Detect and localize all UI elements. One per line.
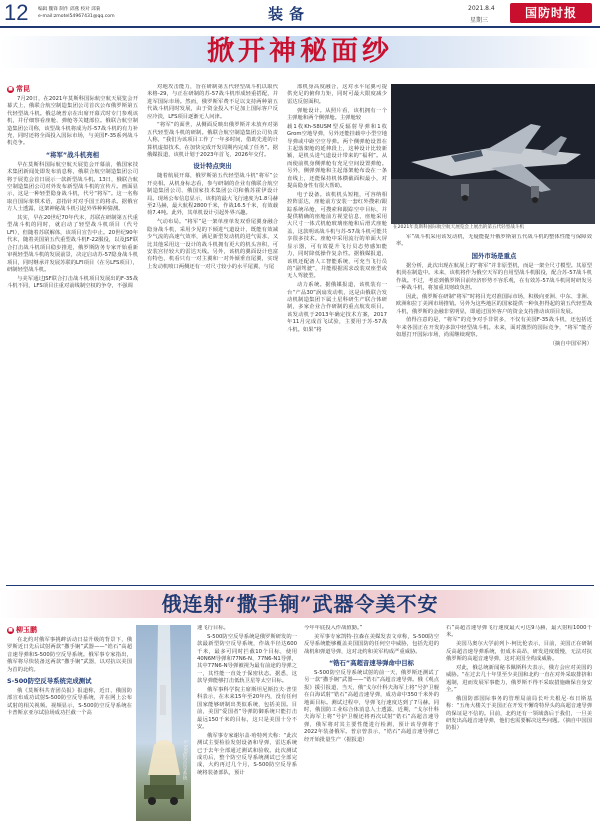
article2-c2-p1: S-500防空反导系统是俄罗斯研发的一款最新型防空反导系统，作战半径达600千米，最多可同时拦截10个目标，使用40N6M导弹和77N6-N、77N6-N1导弹，其中77N6-N导弹被视为最有前途的导弹之一，其性能一直处于保密状态。据悉，这款导弹能够打击低轨卫星等太空目标。 [197, 633, 297, 685]
email-line: e-mail:zmotel54967431@qq.com [38, 14, 115, 19]
author-marker-icon: ■ [8, 85, 13, 92]
article1-col2 [147, 84, 278, 582]
article1-col3 [287, 84, 387, 582]
article2-author-name: 柳玉鹏 [16, 626, 37, 634]
article1-c3-bay2: 载1枚Kh-58USM型反辐射导弹和1枚Grom空地导弹，另外还能挂载中小型空地导弹或中距空空导弹。两个侧弹舱设置在主起落架舱的延伸段上，这种设计比较新颖，是机头进气道设计带来的“福利”。从而使前机身侧弹舱有充足空间设置弹舱。另外，侧弹弹舱和主起落架舱布设在一条直线上，还能保持机体横截面积最小，对提高隐身性有很大帮助。 [287, 123, 387, 190]
page-number: 12 [4, 0, 29, 25]
article2-c1-p0: 在北约对俄军事挑衅活动日益升级的背景下，俄罗斯近日先后试射两款“撒手锏”武器——“锆石”高超音速导弹和S-500防空反导系统。俄军事专家指出，俄军将尽快装备这两款“撒手锏”武器，以对抗以美国为首的北约。 [7, 637, 132, 673]
fighter-photo-caption: 在2021年莫斯科国际航空航天展览会上展出的第五代轻型战斗机 [393, 225, 525, 230]
article1-c2-p1: “将军”的面世，从侧面反映出俄罗斯并未放弃对第五代轻型战斗机的研制。俄联合航空制造集团公司负责人称，“我们为该项目工作了一年多时间，借助先进的计算机虚拟技术，在加快完成开发周期内完成了任务”。据俄媒报道，该机计划于2023年首飞，2026年交付。 [147, 122, 278, 159]
article1-c2-p0: 对地攻击能力，旨在研制第五代轻型战斗机以取代米格-29，与正在研制的苏-57战斗机形成轻重搭配，并进军国际市场。然而，俄罗斯军费不足以支持两种第五代战斗机同时发展，由于资金投入不足加上国际客户反应冷淡，LFS项目逐渐无人问津。 [147, 84, 278, 120]
article2-subhead-2: “锆石”高超音速导弹命中目标 [328, 659, 415, 668]
missile-photo-caption: S-500防空反导系统 [182, 740, 187, 781]
author-marker-icon-2: ■ [8, 626, 13, 633]
article1-subhead-1: “将军”战斗机亮相 [45, 150, 100, 159]
article1-c1-q2: 与美军通过JSF联合打击战斗机项目发展出的F-35战斗机不同，LFS项目注重对前线制空权的争夺，不强调 [7, 275, 138, 290]
article2-c3-q0: S-500防空反导系统试射的前一天，俄罗斯还测试了另一款“撒手锏”武器——“锆石”高超音速导弹。俄《观点报》援引报道，当天，俄“戈尔什科夫海军上将”号护卫舰在白海试射“锆石”高超音速导弹，成功命中350千米外的地面目标。测试过程中，导弹飞行速度达到了7马赫。同时，俄国防工业综合体消息人士透露，近期，“戈尔什科夫海军上将”号护卫舰还将再次试射“锆石”高超音速导弹，俄军将对其主要性能进行检测，预计该导弹将于2022年装备俄军。普京曾表示，“锆石”高超音速导弹已经开始批量生产（据报道） [304, 670, 439, 743]
article-divider [6, 585, 594, 586]
article1-c3-bay: 弹舱设计。从照片看，该机拥有一个主弹舱和两个侧弹舱。主弹舱较 [287, 107, 387, 122]
article2-c4-p3: 俄国防部国际事务的管理局前局长叶夫根尼·布日斯基称：“五角大楼关于美国正在开发不懈奇特异头的高超音速导弹的保证是不信的。目前，北约还有一领域落后于我们，一旦美研发出高超音速导弹，他们也需要解决这些问题。（摘自中国国防报） [446, 695, 592, 732]
article2-col3 [304, 625, 439, 821]
article2-c3-p1: 美军事专家凯特·拉森在美媒发表文章称，S-500防空反导系统能够覆盖美国国防的任何空中威胁，包括先进的战机和弹道导弹，这对北约和美军构成严重威胁。 [304, 633, 439, 655]
section-title: 装备 [268, 5, 311, 23]
article1-c1-q1: 其实，早在20世纪70年代末，苏联在研制第五代重型战斗机的同时，就启动了轻型战斗机项目（代号LFI），但随着苏联解体，该项目宣告中止。20世纪90年代末，随着美国第五代重型战斗机F-22服役，以及JSF联合打击战斗机项目稳步推进，俄罗斯防务专家开始重新审视轻型战斗机的发展前景，决定启动苏-57隐身战斗机项目，同时继承并发展苏联的LFI项目（在另LFS项目），研制轻型战斗机。 [7, 215, 138, 273]
article2-subhead-1: S-500防空反导系统完成测试 [7, 677, 92, 686]
article2-c4-p2: 对此，俄总统新闻秘书佩斯科夫表示，俄方会应对美国的威胁。“在过去几十年里至少美国和北约一直在对外采取排挤和遏制，进而发展军事能力，俄罗斯不得不采取措施确保自身安全。” [446, 664, 592, 694]
article2-author [7, 625, 132, 635]
article2-col2 [197, 625, 297, 821]
page-header [0, 0, 600, 28]
issue-weekday: 星期三 [470, 17, 489, 24]
article2-c2-p3: 俄军事专家谢尔盖·哈特列夫称：“此次测试主要检验发射设备和导弹，雷达系统已于去年全部通过测试和验收。此次测试成功后，整个防空反导系统测试已全部完成，大约再过几个月，S-500防空反导系统将装备部队，预计 [197, 732, 297, 776]
article2-col1 [7, 625, 132, 821]
article2-c4-p0: 石”高超音速导弹飞行速度最大可达9马赫，最大射程1000千米。 [446, 625, 592, 639]
fighter-jet-illustration [391, 84, 595, 224]
article1-subhead-2: 设计特点突出 [193, 162, 232, 171]
article1-c4-q1: 因此，俄罗斯在研制“将军”时将目光对准国际市场，积极向亚洲、中东、非洲、欧洲和拉丁美洲市场推销。另外为这些地区的国家提供一种负担得起的第五代轻型战斗机，俄罗斯的金融非常明显，即通过国外客户的资金支持推动该项目发展。 [396, 293, 592, 315]
article1-c4-p0: 军”战斗机采用该发动机，无疑能提升俄罗斯第五代战斗机的整体性能与保障效率。 [396, 234, 592, 248]
article1-c1-q0: 早在莫斯科国际航空航天展览会开幕前，俄国家技术集团新闻处即发布消息称，俄联合航空制造集团公司将于展览会首日展示一款新型战斗机。13日，俄联合航空制造集团公司对外发布新型战斗机的宣传片。画面显示，这是一种轻型隐身战斗机，代号“将军”。这一名称取自国际象棋术语，意指针对对手国王的将杀。据俄官方人士透露，这架神秘战斗机引起外界种种猜测。 [7, 161, 138, 213]
editor-line: 编辑 魏锋 制作 邱燕 校对 邱菊 [38, 7, 101, 12]
masthead-logo [510, 3, 592, 23]
article1-c1-p0: 7月20日，在2021年莫斯科国际航空航天展览会开幕式上，俄联合航空制造集团公司首次公布俄罗斯第五代轻型战斗机。俄总统普京在出席开幕式时专门参观该机，并仔细察看座舱、弹舱等关键部位。俄联合航空制造集团公司称，该型战斗机将成为苏-57战斗机的有力补充，同时还将全面投入国际市场，与美国F-35系列战斗机竞争。 [7, 96, 138, 147]
article1-title: 掀开神秘面纱 [207, 36, 393, 67]
article1-col1 [7, 84, 138, 582]
header-rule [0, 26, 600, 28]
article2-c4-p1: 美国马奥尔大学前列卜·柯比伦表示，目前，美国正在研制反高超音速导弹系统，但成本高昂，研发进度缓慢，无法对抗俄罗斯的高超音速导弹，这对美国全构成威胁。 [446, 641, 592, 663]
article1-subhead-3: 国外市场是重点 [471, 251, 517, 260]
article1-c3-eng: 动力系统。据俄媒报道，该机装有一台“产品30”涡扇发动机，这是由俄联合发动机制造集团下属土星科研生产联合体研制，多家企业合作研制的重点航发项目。该发动机于2013年确定技术方案，2017年11月完成首飞试验，主要用于苏-57战斗机。如果“将 [287, 282, 387, 333]
issue-date: 2021.8.4 [468, 5, 495, 12]
article2-c1-q0: 俄《莫斯科共青团员报》报道称，近日，俄国防部宣布成功试射S-500防空反导系统，并在网上公布试射的相关视频。视频显示，S-500防空反导系统在卡普斯京亚尔试验场成功拦截一个高 [7, 688, 132, 717]
article2-c2-p2: 俄军事科学院主席斯坦尼斯拉夫·普里科表示，在未来15年至20年内，没有任何国家能够研制出类似系统，包括美国。目前，美国“爱国者”导弹防御系统只能打击最远150千米的目标，这只是美国十分不安。 [197, 687, 297, 731]
article1-c4-q0: 据分析，此次出现在航展上的“将军”并非原型机，而是一架全尺寸模型。其原型机尚在制造中。未来，该机将作为俄空天军的自用型战斗机服役，配合苏-57战斗机作战。不过，考虑到俄罗斯目前经济形势不容乐观，在有效苏-57战斗机同时研发另一种战斗机，将加重其财政负担。 [396, 262, 592, 292]
article2-col4 [446, 625, 592, 821]
article1-source: （摘自中国军网） [549, 341, 592, 348]
article2-title: 俄连射“撒手锏”武器令美不安 [161, 592, 439, 616]
article2-c2-p0: 速飞行目标。 [197, 625, 229, 631]
article1-c4-q2: 值得注意的是，“将军”的竞争对手非常多，不仅有美国F-35战斗机，还包括近年来各国正在开发的多款中轻型战斗机。未来，面对激烈的国际竞争，“将军”能否如愿打开国际市场，尚需继续观察。 [396, 317, 592, 339]
article1-c2-q0: 随着航展开幕，俄罗斯第五代轻型战斗机“将军”公开亮相。从机身标志看，参与研制的企业有俄联合航空制造集团公司、俄国家技术集团公司和俄苏霍伊设计局。现场公布信息显示，该机的最大飞行速度为1.8马赫至2马赫，最大航程2800千米，作战16.5千米，有效载荷7.4吨。此外，其单机设计引起外界兴趣。 [147, 173, 278, 217]
article1-c3-elec: 电子设备。该机机头短粗，可容纳相控阵雷达，座舱前方安装一套红外搜索/跟踪系统吊舱，可搜索和跟踪空中目标，并提供精确的座舱前方视觉信息，座舱采用大尺寸一体式机舱玻璃座舱和后滑式座舱盖，这款明该战斗机与苏-57战斗机可能共享很多技术。座舱中采用流行的单面大屏显示器，可有效提升飞行员态势感知能力，同时降低操作复杂性。据俄媒报道，该机还配备人工智能系统，可充当飞行员的“副驾驶”，并能根据需求改装双座型或无人驾驶型。 [287, 191, 387, 280]
article1-author [7, 84, 138, 94]
masthead-text: 国防时报 [524, 6, 577, 20]
article1-author-name: 常昆 [16, 85, 30, 93]
fighter-jet-photo [391, 84, 595, 224]
article1-c3-p0: 部机身高度融合，这对水平尾翼可提供充足的俯仰力矩，同时可最大限度减少雷达反射面积。 [287, 84, 387, 105]
article1-c2-q1: 气动布局。“将军”是一架单座单发双垂尾翼身融合隐身战斗机，采用少见的下倾进气道设计，既能有效减少气流的高速气效率，满足新型发动机的进气需求，又比其他采用这一设计的战斗机拥有更大的机头容积，可安装宫径较大的雷达天线。另外，该机的翼面设计也富有特色，机看只有一对主翼和一对外倾垂直尾翼，实现上发动机喷口两侧还有一对尺寸较小的水平尾翼，与尾 [147, 219, 278, 270]
article1-col4 [396, 234, 592, 582]
article2-c3-p0: 今年年底投入作战值勤。” [304, 625, 363, 631]
